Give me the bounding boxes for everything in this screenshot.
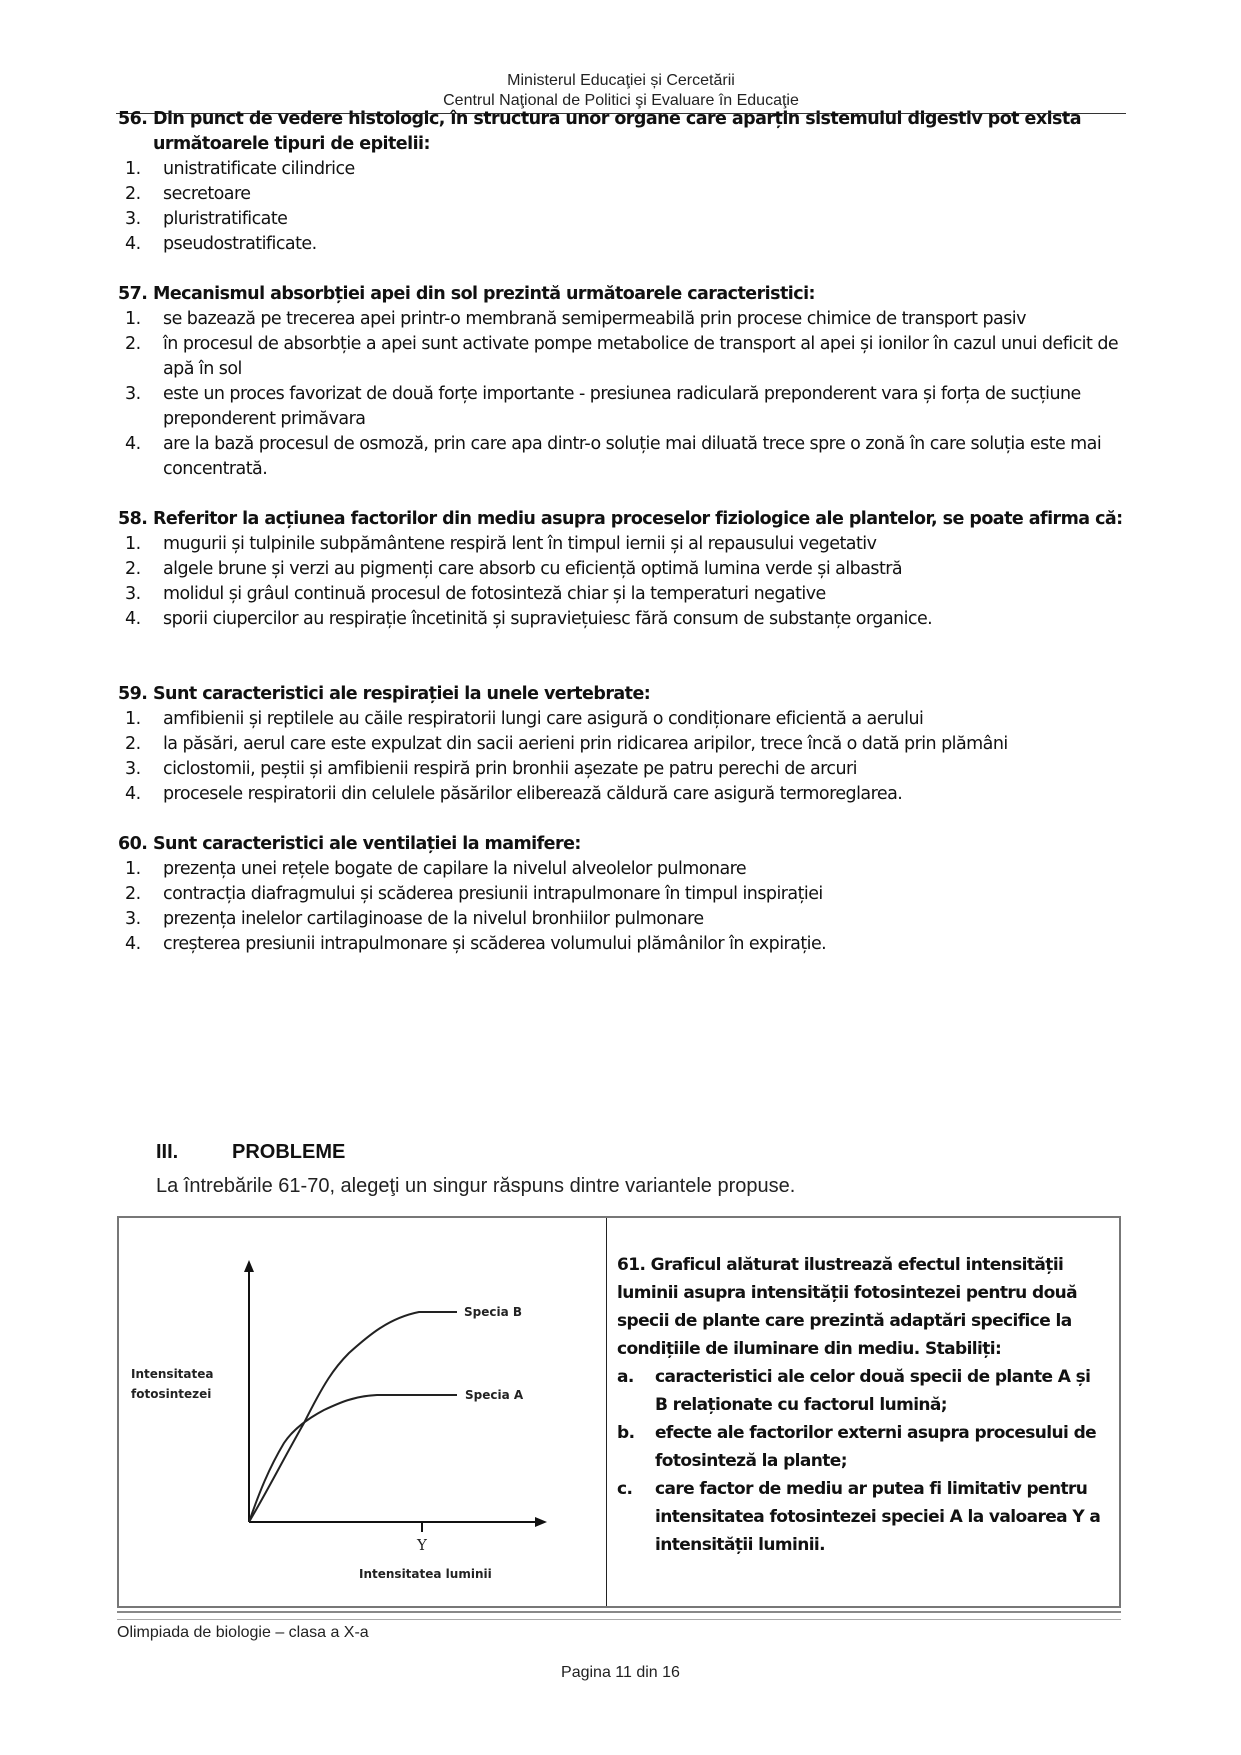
header-center: Centrul Naţional de Politici şi Evaluare în Educaţie [443,92,799,109]
option-text: are la bază procesul de osmoză, prin care apa dintr-o soluție mai diluată trece spre o zonă în care soluția este mai concentrată. [163,434,1102,479]
option-number: 2. [125,559,141,579]
option-number: 1. [125,534,141,554]
question-text: Sunt caracteristici ale respirației la unele vertebrate: [153,684,651,704]
option-text: contracția diafragmului și scăderea presiunii intrapulmonare în timpul inspirației [163,884,823,904]
question-59 [118,682,1128,807]
option-text: pluristratificate [163,209,288,229]
x-axis-label: Intensitatea luminii [359,1567,492,1581]
question-title [118,832,1128,857]
question-number: 57. [118,284,148,304]
option-number: 2. [125,884,141,904]
option-number: 3. [125,759,141,779]
option-number: 3. [125,384,141,404]
option-number: 1. [125,859,141,879]
option-number: 4. [125,934,141,954]
section-heading [156,1141,345,1164]
option-text: este un proces favorizat de două forțe importante - presiunea radiculară preponderent vara și forța de sucțiune preponderent primăvara [163,384,1081,429]
subitem-text: efecte ale factorilor externi asupra procesului de fotosinteză la plante; [655,1423,1097,1471]
answer-option [118,882,1128,907]
problem-61-intro: 61. Graficul alăturat ilustrează efectul intensității luminii asupra intensității fotosintezei pentru două specii de plante care prezintă adaptări specifice la condițiile de iluminare din mediu. Stabiliți: [617,1255,1078,1359]
option-number: 3. [125,909,141,929]
option-number: 1. [125,159,141,179]
subitem-text: caracteristici ale celor două specii de plante A și B relaționate cu factorul lumină; [655,1367,1091,1415]
answer-option [118,607,1128,632]
answer-option [118,857,1128,882]
photosynthesis-graph [119,1218,606,1608]
subitem-letter: a. [617,1367,634,1387]
option-number: 4. [125,434,141,454]
question-number: 59. [118,684,148,704]
option-text: se bazează pe trecerea apei printr-o membrană semipermeabilă prin procese chimice de transport pasiv [163,309,1026,329]
question-title [118,282,1128,307]
option-text: prezența inelelor cartilaginoase de la nivelul bronhiilor pulmonare [163,909,704,929]
section-number: III. [156,1141,179,1163]
option-text: pseudostratificate. [163,234,317,254]
problem-subitem [617,1363,1107,1419]
answer-option [118,432,1128,482]
column-divider [606,1218,607,1606]
option-number: 4. [125,234,141,254]
page-number: Pagina 11 din 16 [561,1664,680,1681]
option-text: amfibienii și reptilele au căile respiratorii lungi care asigură o condiționare eficientă a aerului [163,709,924,729]
answer-option [118,732,1128,757]
series-specia-b-label: Specia B [464,1305,523,1319]
y-axis-arrow-icon [244,1260,254,1272]
option-text: ciclostomii, peștii și amfibienii respiră prin bronhii așezate pe patru perechi de arcuri [163,759,857,779]
answer-option [118,907,1128,932]
subitem-letter: b. [617,1423,635,1443]
question-60 [118,832,1128,957]
option-text: în procesul de absorbție a apei sunt activate pompe metabolice de transport al apei și ionilor în cazul unui deficit de apă în sol [163,334,1119,379]
answer-option [118,157,1128,182]
question-text: Sunt caracteristici ale ventilației la mamifere: [153,834,581,854]
footer-divider-secondary [117,1619,1121,1620]
option-text: prezența unei rețele bogate de capilare la nivelul alveolelor pulmonare [163,859,747,879]
option-text: unistratificate cilindrice [163,159,355,179]
option-number: 4. [125,784,141,804]
answer-option [118,582,1128,607]
header-ministry: Ministerul Educaţiei și Cercetării [507,72,735,89]
option-text: la păsări, aerul care este expulzat din sacii aerieni prin ridicarea aripilor, trece încă o dată prin plămâni [163,734,1008,754]
option-number: 2. [125,734,141,754]
question-title [118,107,1128,157]
answer-option [118,707,1128,732]
question-text: Referitor la acțiunea factorilor din mediu asupra proceselor fiziologice ale plantelor, se poate afirma că: [153,509,1123,529]
problem-61-table [117,1216,1121,1608]
option-number: 4. [125,609,141,629]
option-text: secretoare [163,184,251,204]
section-title: PROBLEME [232,1141,346,1163]
question-text: Din punct de vedere histologic, în structura unor organe care aparțin sistemului digestiv pot exista următoarele tipuri de epitelii: [153,109,1081,154]
question-57 [118,282,1128,482]
series-specia-b-curve [249,1312,457,1522]
option-text: creșterea presiunii intrapulmonare și scăderea volumului plămânilor în expirație. [163,934,827,954]
answer-option [118,332,1128,382]
series-specia-a-label: Specia A [465,1388,524,1402]
x-axis-arrow-icon [535,1517,547,1527]
subitem-text: care factor de mediu ar putea fi limitativ pentru intensitatea fotosintezei speciei A la valoarea Y a intensității luminii. [655,1479,1101,1555]
y-axis-label-line2: fotosintezei [131,1387,212,1401]
answer-option [118,557,1128,582]
option-number: 2. [125,184,141,204]
option-text: mugurii și tulpinile subpământene respiră lent în timpul iernii și al repausului vegetativ [163,534,877,554]
series-specia-a-curve [249,1395,457,1522]
answer-option [118,782,1128,807]
problem-subitem [617,1419,1107,1475]
answer-option [118,532,1128,557]
subitem-letter: c. [617,1479,633,1499]
option-text: algele brune și verzi au pigmenți care absorb cu eficiență optimă lumina verde și albastră [163,559,903,579]
question-text: Mecanismul absorbției apei din sol prezintă următoarele caracteristici: [153,284,815,304]
option-number: 2. [125,334,141,354]
problem-61-text [617,1251,1107,1559]
answer-option [118,182,1128,207]
problem-subitem [617,1475,1107,1559]
question-title [118,507,1128,532]
question-number: 60. [118,834,148,854]
option-text: sporii ciupercilor au respirație încetinită și supraviețuiesc fără consum de substanțe organice. [163,609,933,629]
answer-option [118,757,1128,782]
option-number: 3. [125,209,141,229]
answer-option [118,232,1128,257]
option-text: molidul și grâul continuă procesul de fotosinteză chiar și la temperaturi negative [163,584,826,604]
y-axis-label-line1: Intensitatea [131,1367,214,1381]
question-number: 56. [118,109,148,129]
footer-divider [117,1611,1121,1613]
answer-option [118,382,1128,432]
footer-exam-title: Olimpiada de biologie – clasa a X-a [117,1624,369,1641]
question-58 [118,507,1128,632]
question-56 [118,107,1128,257]
option-number: 3. [125,584,141,604]
answer-option [118,207,1128,232]
option-text: procesele respiratorii din celulele păsărilor eliberează căldură care asigură termoreglarea. [163,784,903,804]
answer-option [118,307,1128,332]
question-title [118,682,1128,707]
y-value-tick-label: Y [417,1536,427,1554]
section-instruction: La întrebările 61-70, alegeţi un singur răspuns dintre variantele propuse. [156,1175,796,1197]
option-number: 1. [125,709,141,729]
option-number: 1. [125,309,141,329]
question-number: 58. [118,509,148,529]
answer-option [118,932,1128,957]
